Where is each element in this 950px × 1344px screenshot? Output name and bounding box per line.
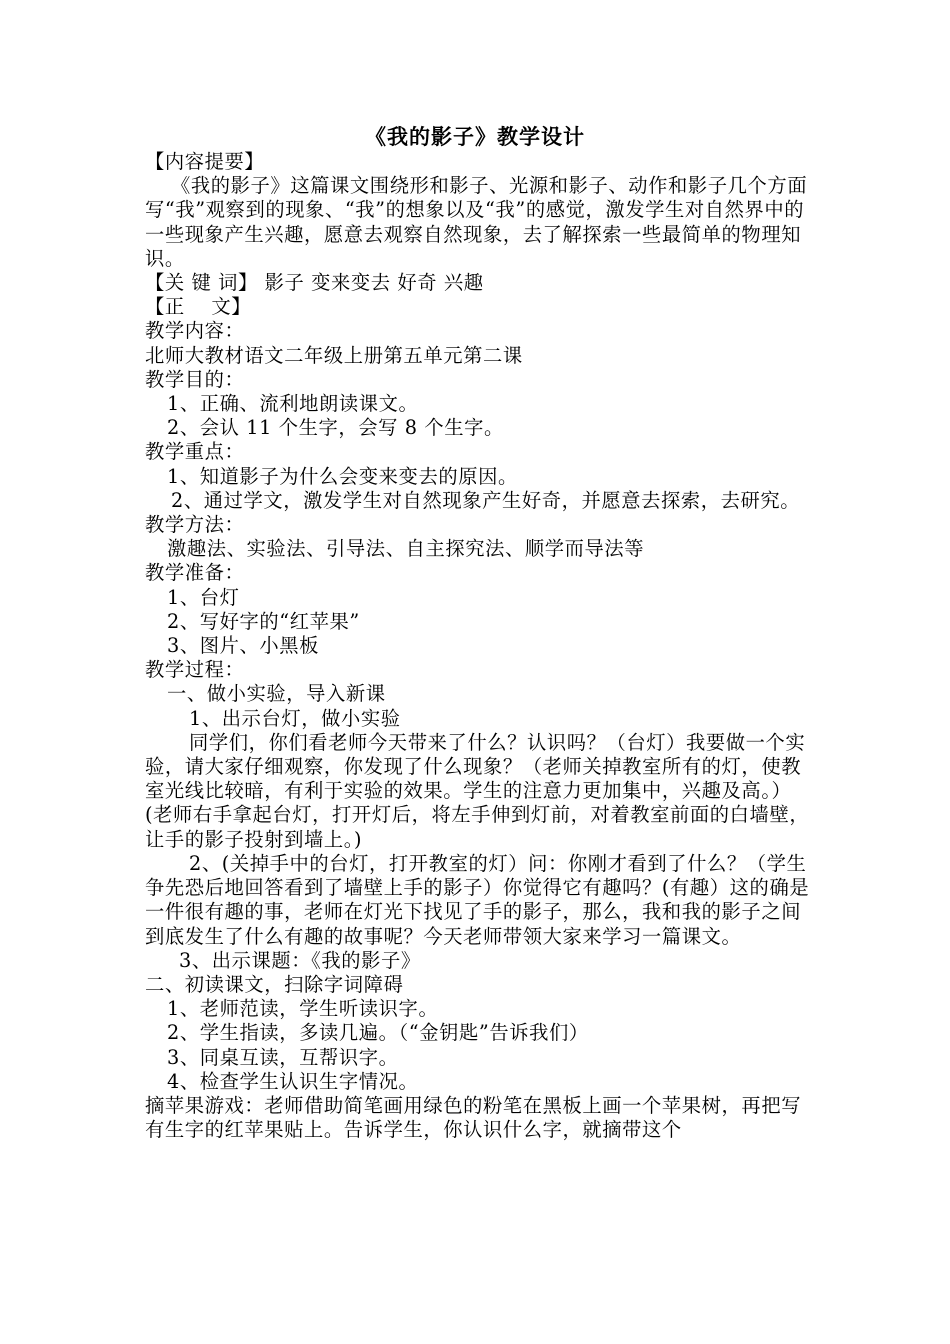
list-item: 3、出示课题：《我的影子》 — [179, 948, 421, 972]
section-heading: 【内容提要】 — [145, 150, 265, 173]
subheading: 教学过程： — [145, 658, 245, 682]
section-heading: 【正 文】 — [145, 295, 252, 319]
body-paragraph: 同学们，你们看老师今天带来了什么？认识吗？（台灯）我要做一个实验，请大家仔细观察，你发现了什么现象？（老师关掉教室所有的灯，使教室光线比较暗，有利于实验的效果。学生的注意力更加集中，兴趣及高。）(老师右手拿起台灯，打开灯后，将左手伸到灯前，对着教室前面的白墙壁，让手的影子投射到墙上。) — [145, 730, 810, 851]
document-body — [145, 150, 810, 1142]
list-item: 2、写好字的“红苹果” — [167, 609, 360, 633]
list-item: 1、出示台灯，做小实验 — [189, 706, 401, 730]
list-item: 1、正确、流利地朗读课文。 — [167, 392, 419, 416]
list-item: 1、老师范读，学生听读识字。 — [167, 997, 439, 1021]
keywords-line: 【关 键 词】 影子 变来变去 好奇 兴趣 — [145, 271, 484, 295]
list-item: 3、同桌互读，互帮识字。 — [167, 1045, 399, 1069]
subheading: 教学方法： — [145, 513, 245, 537]
body-paragraph: 摘苹果游戏：老师借助简笔画用绿色的粉笔在黑板上画一个苹果树，再把写有生字的红苹果贴上。告诉学生，你认识什么字，就摘带这个 — [145, 1093, 802, 1142]
subheading: 教学目的： — [145, 367, 245, 391]
list-item: 4、检查学生认识生字情况。 — [167, 1069, 419, 1093]
subheading: 教学重点： — [145, 440, 245, 464]
list-item: 3、图片、小黑板 — [167, 634, 320, 658]
subheading: 教学内容： — [145, 319, 245, 343]
list-item: 1、知道影子为什么会变来变去的原因。 — [167, 464, 518, 488]
body-paragraph: 2、(关掉手中的台灯，打开教室的灯）问：你刚才看到了什么？（学生争先恐后地回答看到了墙壁上手的影子）你觉得它有趣吗？(有趣）这的确是一件很有趣的事，老师在灯光下找见了手的影子，那么，我和我的影子之间到底发生了什么有趣的故事呢？今天老师带领大家来学习一篇课文。 — [145, 851, 810, 948]
step-heading: 二、初读课文，扫除字词障碍 — [145, 972, 404, 996]
list-item: 2、会认 11 个生字，会写 8 个生字。 — [167, 416, 504, 440]
document-title: 《我的影子》教学设计 — [365, 124, 585, 149]
list-item: 1、台灯 — [167, 585, 240, 609]
list-item: 2、通过学文，激发学生对自然现象产生好奇，并愿意去探索，去研究。 — [171, 488, 801, 512]
summary-paragraph: 《我的影子》这篇课文围绕形和影子、光源和影子、动作和影子几个方面写“我”观察到的现象、“我”的想象以及“我”的感觉，激发学生对自然界中的一些现象产生兴趣，愿意去观察自然现象，去了解探索一些最简单的物理知识。 — [145, 174, 808, 270]
text-line: 北师大教材语文二年级上册第五单元第二课 — [145, 343, 523, 367]
step-heading: 一、做小实验，导入新课 — [167, 682, 386, 706]
text-line: 激趣法、实验法、引导法、自主探究法、顺学而导法等 — [167, 537, 645, 561]
subheading: 教学准备： — [145, 561, 245, 585]
list-item: 2、学生指读，多读几遍。（“金钥匙”告诉我们） — [167, 1021, 589, 1045]
